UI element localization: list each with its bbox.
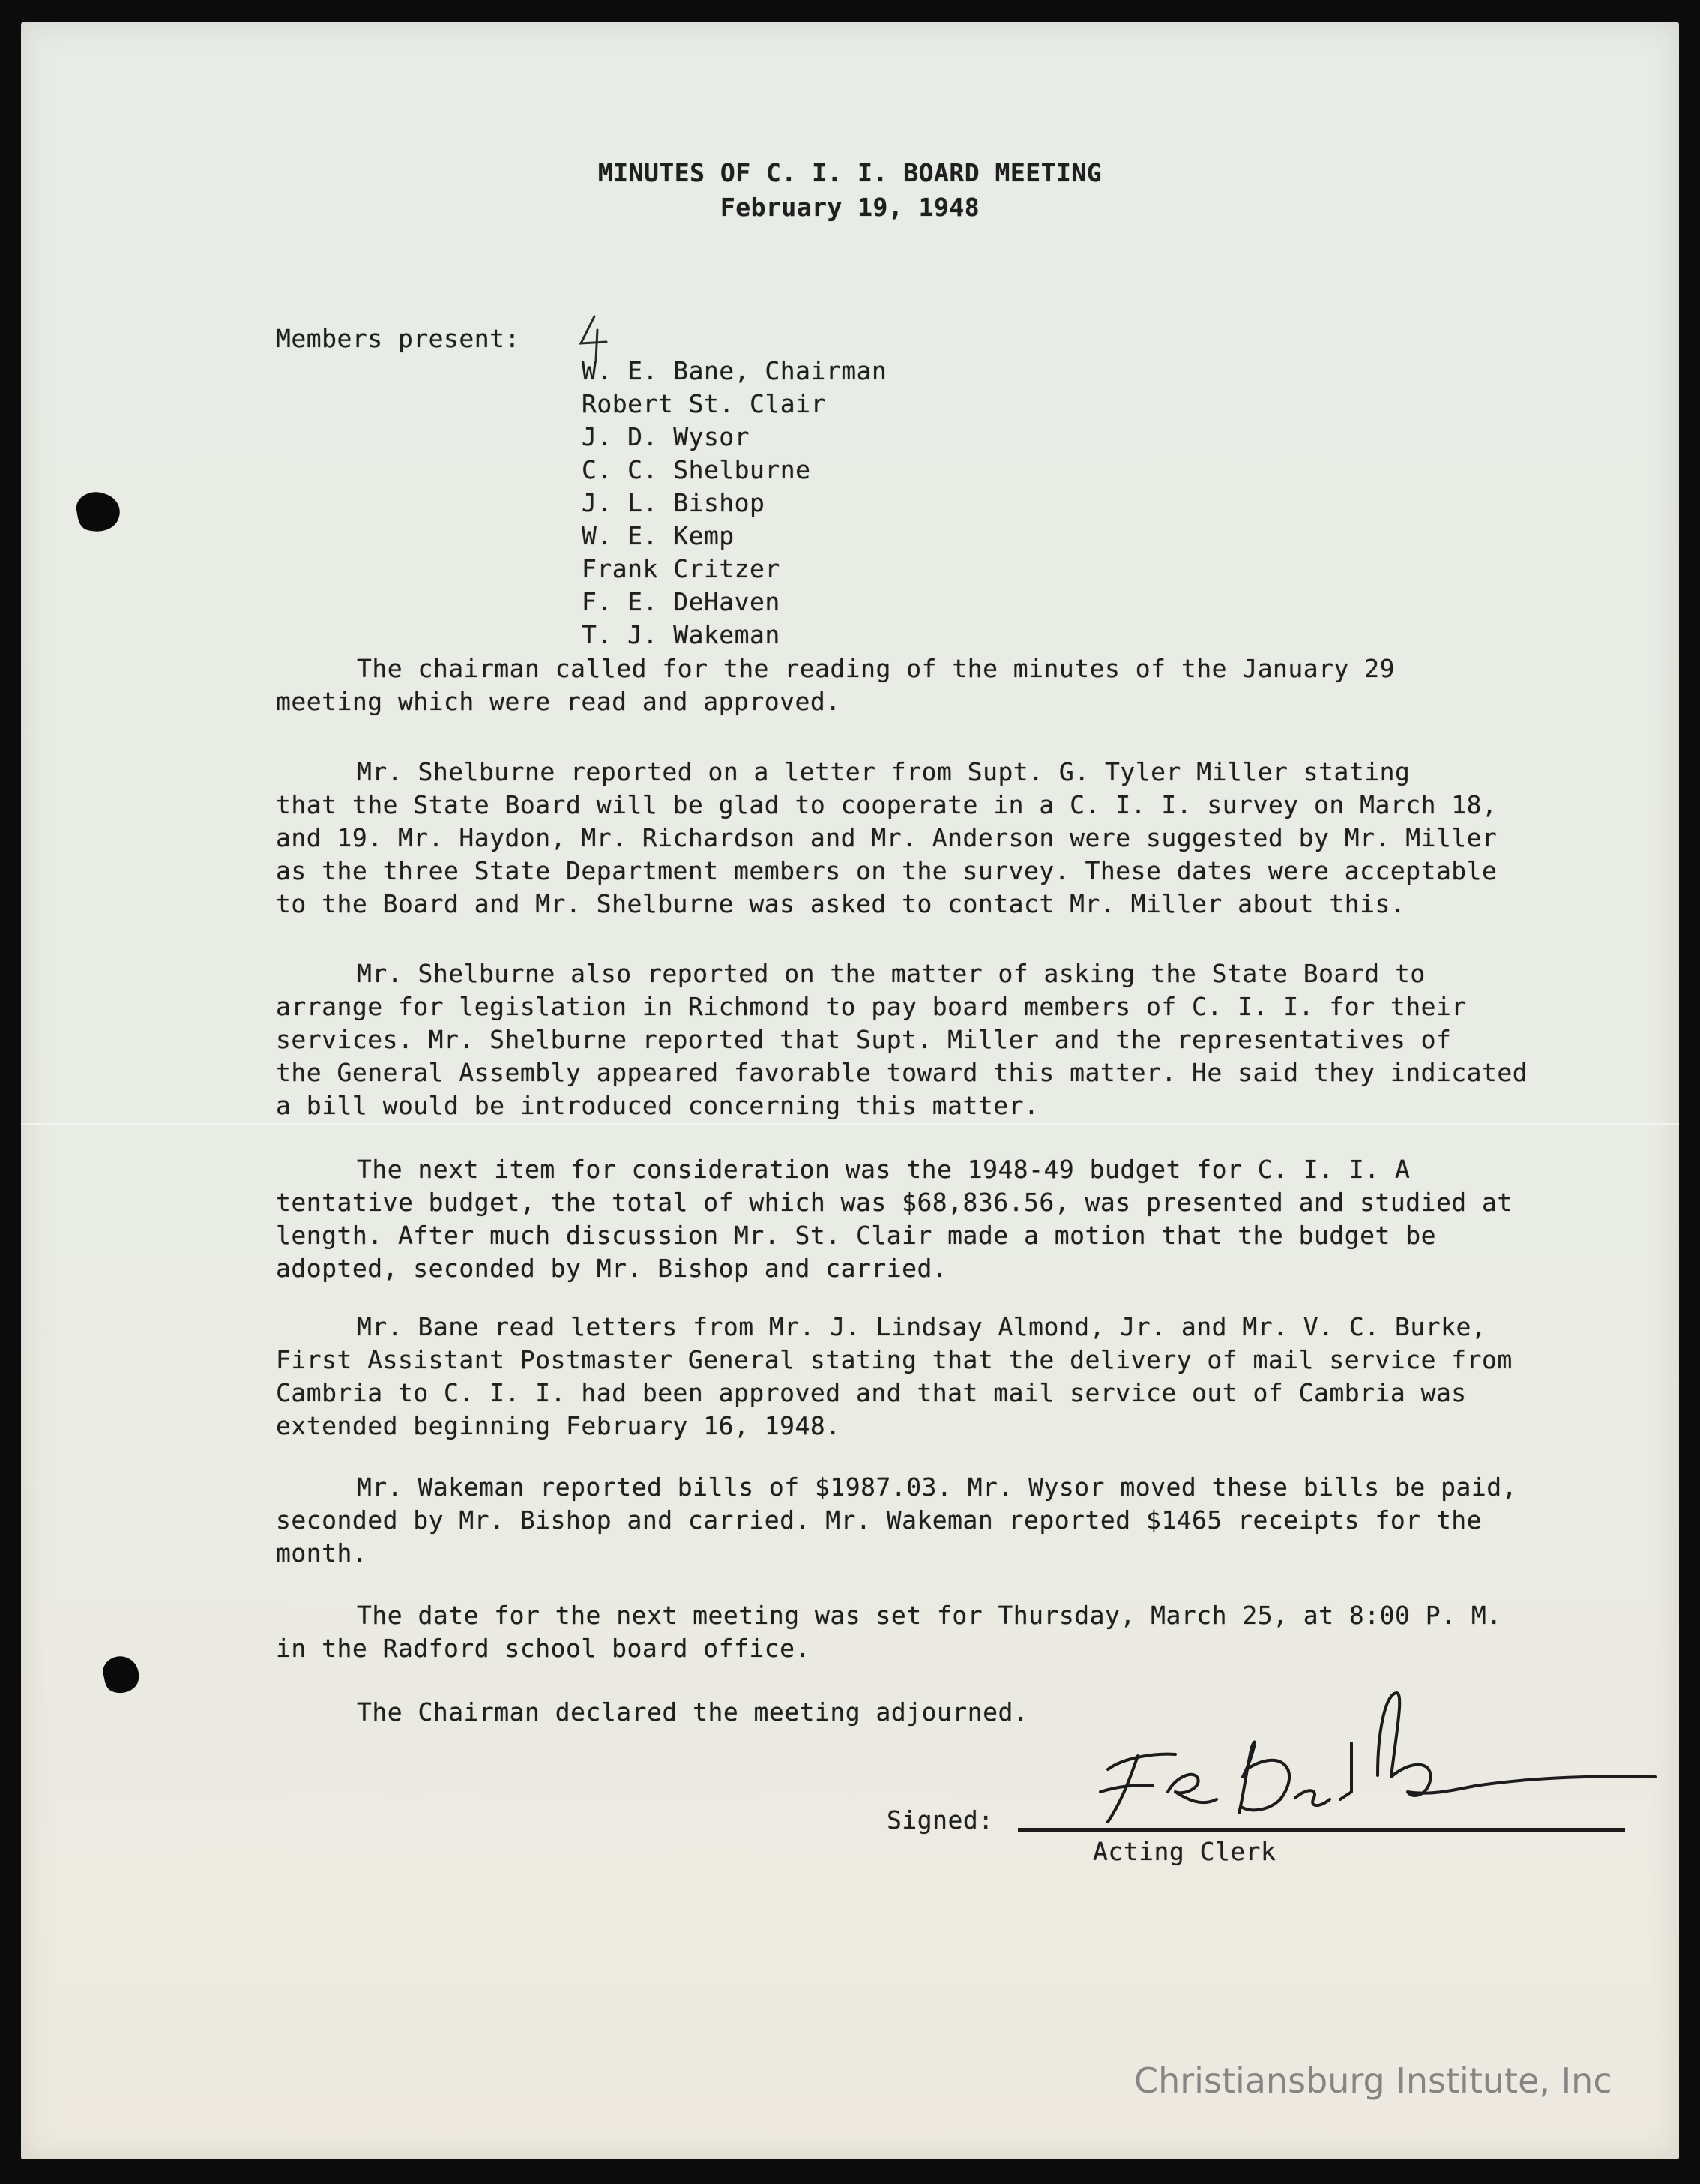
title-line: MINUTES OF C. I. I. BOARD MEETING <box>597 158 1103 187</box>
text-line: extended beginning February 16, 1948. <box>276 1411 841 1440</box>
paragraph-minutes-approval <box>276 652 1395 718</box>
member-name: W. E. Bane, Chairman <box>582 356 887 385</box>
text-line: and 19. Mr. Haydon, Mr. Richardson and Mr. Anderson were suggested by Mr. Miller <box>276 823 1498 852</box>
archive-watermark: Christiansburg Institute, Inc <box>1134 2060 1612 2101</box>
text-line: in the Radford school board office. <box>276 1634 810 1663</box>
text-line: as the three State Department members on the survey. These dates were acceptable <box>276 856 1498 885</box>
text-line: Mr. Shelburne also reported on the matter of asking the State Board to <box>357 959 1426 988</box>
member-name: Frank Critzer <box>582 554 780 583</box>
paragraph-budget <box>276 1153 1513 1285</box>
member-name: T. J. Wakeman <box>582 620 780 649</box>
text-line: Cambria to C. I. I. had been approved and that mail service out of Cambria was <box>276 1378 1467 1407</box>
text-line: to the Board and Mr. Shelburne was asked to contact Mr. Miller about this. <box>276 889 1406 918</box>
text-line: the General Assembly appeared favorable toward this matter. He said they indicated <box>276 1058 1528 1087</box>
member-name: J. D. Wysor <box>582 422 750 451</box>
paragraph-adjournment <box>276 1696 1028 1729</box>
signature-title: Acting Clerk <box>1093 1837 1276 1866</box>
text-line: The next item for consideration was the 1948-49 budget for C. I. I. A <box>357 1155 1411 1184</box>
text-line: length. After much discussion Mr. St. Clair made a motion that the budget be <box>276 1221 1436 1250</box>
text-line: Mr. Shelburne reported on a letter from Supt. G. Tyler Miller stating <box>357 757 1411 786</box>
member-name: W. E. Kemp <box>582 521 735 550</box>
text-line: that the State Board will be glad to cooperate in a C. I. I. survey on March 18, <box>276 790 1498 819</box>
paragraph-legislation <box>276 957 1528 1122</box>
document-page <box>21 22 1679 2159</box>
text-line: month. <box>276 1538 368 1568</box>
paragraph-next-meeting <box>276 1599 1502 1665</box>
text-line: seconded by Mr. Bishop and carried. Mr. Wakeman reported $1465 receipts for the <box>276 1505 1483 1535</box>
members-present-label: Members present: <box>276 324 520 353</box>
text-line: The Chairman declared the meeting adjourned. <box>357 1697 1029 1727</box>
text-line: First Assistant Postmaster General stating that the delivery of mail service from <box>276 1345 1513 1374</box>
punch-hole-mark <box>93 1651 148 1699</box>
handwritten-signature <box>1055 1687 1670 1837</box>
text-line: Mr. Wakeman reported bills of $1987.03. Mr. Wysor moved these bills be paid, <box>357 1472 1517 1502</box>
title-date: February 19, 1948 <box>720 193 980 222</box>
text-line: arrange for legislation in Richmond to pay board members of C. I. I. for their <box>276 992 1467 1021</box>
document-title <box>21 156 1679 225</box>
text-line: tentative budget, the total of which was $68,836.56, was presented and studied at <box>276 1188 1513 1217</box>
paragraph-bills <box>276 1471 1517 1570</box>
paragraph-survey <box>276 756 1497 921</box>
punch-hole-mark <box>69 487 124 535</box>
member-name: C. C. Shelburne <box>582 455 811 484</box>
member-name: Robert St. Clair <box>582 389 826 418</box>
text-line: adopted, seconded by Mr. Bishop and carried. <box>276 1254 948 1283</box>
members-list <box>582 355 887 652</box>
paragraph-mail-service <box>276 1311 1513 1443</box>
member-name: J. L. Bishop <box>582 488 765 517</box>
text-line: The date for the next meeting was set for Thursday, March 25, at 8:00 P. M. <box>357 1601 1502 1630</box>
text-line: services. Mr. Shelburne reported that Supt. Miller and the representatives of <box>276 1025 1452 1054</box>
text-line: The chairman called for the reading of the minutes of the January 29 <box>357 654 1396 683</box>
text-line: meeting which were read and approved. <box>276 687 841 716</box>
text-line: Mr. Bane read letters from Mr. J. Lindsay Almond, Jr. and Mr. V. C. Burke, <box>357 1312 1487 1341</box>
signed-label: Signed: <box>887 1805 994 1835</box>
text-line: a bill would be introduced concerning this matter. <box>276 1091 1040 1120</box>
paper-fold-crease <box>21 1123 1679 1125</box>
member-name: F. E. DeHaven <box>582 587 780 616</box>
signature-line <box>1018 1828 1625 1832</box>
